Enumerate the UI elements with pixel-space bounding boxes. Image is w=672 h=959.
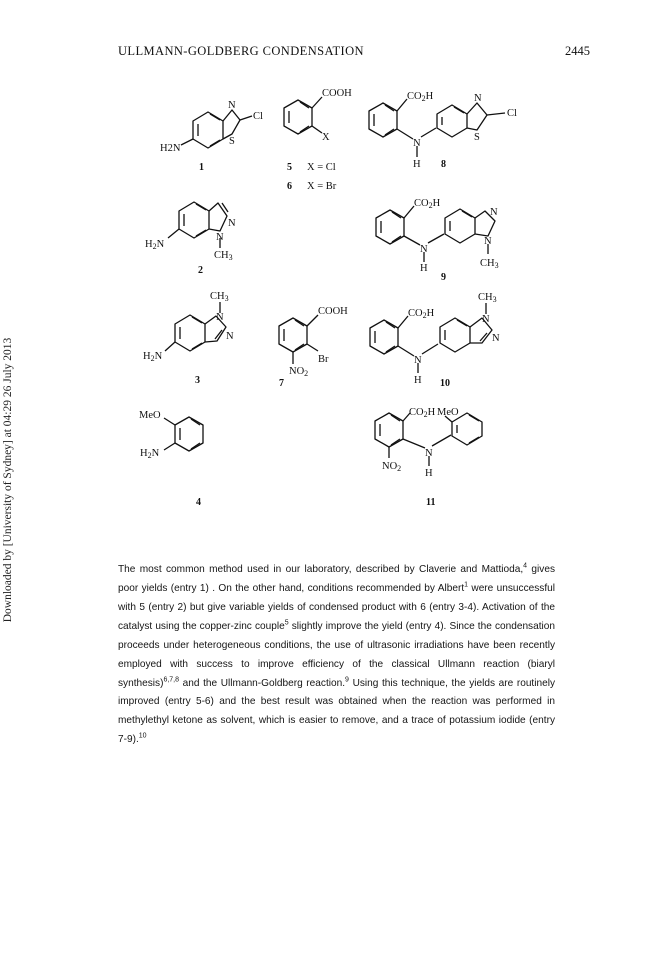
compound-9-double-bond <box>462 211 472 217</box>
compound-9-benzoic-ring <box>376 210 404 244</box>
compound-8-c-cl-bond <box>487 113 505 115</box>
compound-9-n1: N <box>484 236 492 247</box>
compound-4-c-o-bond <box>164 418 175 425</box>
compound-8-n-c-bond <box>421 128 436 137</box>
compound-10-double-bond <box>457 320 467 326</box>
compound-4 <box>139 410 203 508</box>
compound-4-c-n-bond <box>164 443 175 450</box>
running-title: ULLMANN-GOLDBERG CONDENSATION <box>118 44 364 58</box>
compound-8-c-co2h-bond <box>397 99 407 111</box>
compound-1 <box>160 100 263 173</box>
compound-8-thiazole-ring <box>467 103 487 130</box>
compound-10-co2h: CO2H <box>408 308 435 320</box>
compound-1-number: 1 <box>199 162 204 173</box>
compound-5-label: X = Cl <box>307 162 336 173</box>
compound-2-number: 2 <box>198 265 203 276</box>
compound-11-number: 11 <box>426 497 436 508</box>
compound-8-co2h: CO2H <box>407 91 434 103</box>
compound-2-double-bond <box>196 204 206 210</box>
compound-4-meo: MeO <box>139 410 161 421</box>
compound-2-nh2: H2N <box>145 239 165 251</box>
compound-9-n2: N <box>490 207 498 218</box>
compound-8 <box>369 91 517 170</box>
compound-5 <box>284 88 352 192</box>
compound-5-c-x-bond <box>312 126 322 133</box>
compound-11-h: H <box>425 468 433 479</box>
compound-3-n1: N <box>216 312 224 323</box>
compound-7-br: Br <box>318 354 329 365</box>
compound-9-ch3: CH3 <box>480 258 499 270</box>
compound-6-label: X = Br <box>307 181 337 192</box>
compound-10-nh: N <box>414 355 422 366</box>
compound-9-h: H <box>420 263 428 274</box>
compound-8-nh: N <box>413 138 421 149</box>
compound-2 <box>145 202 236 276</box>
compound-3-n2: N <box>226 331 234 342</box>
compound-9-n-c-bond <box>428 234 444 243</box>
body-paragraph: The most common method used in our laboratory, described by Claverie and Mattioda,$^4$ gives poor yields (entry 1) . On the other hand, conditions recommended by Albert$^1$ were unsuccessful with 5 (entry 2) but give variable yields of condensed product with 6 (entry 3-4). Activation of the catalyst using the copper-zinc couple$^5$ slightly improve the yield (entry 4). Since the condensation proceeds under heterogeneous conditions, the use of ultrasonic irradiations have been recently employed with success to improve efficiency of the classical Ullmann reaction (biaryl synthesis)$^{6,7,8}$ and the Ullmann-Goldberg reaction.$^9$ Using this technique, the yields are routinely improved (entry 5-6) and the best result was obtained when the reaction was performed in methylethyl ketone as solvent, which is easier to remove, and a trace of potassium iodide (entry 7-9).$^{10}$ <box>118 562 555 746</box>
compound-10-n1: N <box>482 314 490 325</box>
compound-5-x: X <box>322 132 330 143</box>
compound-1-double-bond <box>210 114 220 120</box>
compound-10-c-n-bond <box>398 346 414 356</box>
compound-9-co2h: CO2H <box>414 198 441 210</box>
compound-1-c-n-bond <box>181 139 193 145</box>
compound-7-cooh: COOH <box>318 306 348 317</box>
compound-2-c-n-bond <box>168 229 179 238</box>
compound-9-c-co2h-bond <box>404 206 414 218</box>
compound-5-c-cooh-bond <box>312 97 322 108</box>
compound-7-number: 7 <box>279 378 284 389</box>
compound-11-nitrobenzoic-ring <box>375 413 403 447</box>
compound-11-nh: N <box>425 448 433 459</box>
compound-8-number: 8 <box>441 159 446 170</box>
compound-3-nh2: H2N <box>143 351 163 363</box>
compound-8-double-bond <box>454 107 464 113</box>
compound-10-n-c-bond <box>422 344 438 354</box>
compound-1-s: S <box>229 136 235 147</box>
compound-8-h: H <box>413 159 421 170</box>
compound-8-cl: Cl <box>507 108 517 119</box>
compound-2-n2: N <box>228 218 236 229</box>
compound-9-c-n-bond <box>404 236 420 245</box>
compound-10-number: 10 <box>440 378 450 389</box>
compound-10-ch3: CH3 <box>478 292 497 304</box>
reference-1: 1 <box>464 581 469 589</box>
compound-9-nh: N <box>420 244 428 255</box>
compound-1-thiazole-ring <box>223 110 240 139</box>
compound-3-c-n-bond <box>165 342 175 351</box>
reference-9: 9 <box>345 676 349 684</box>
compound-2-ch3: CH3 <box>214 250 233 262</box>
compound-11-double-bond <box>469 415 479 421</box>
compound-7-benzene-ring <box>279 318 307 352</box>
compound-1-n: N <box>228 100 236 111</box>
compound-3-double-bond <box>192 343 202 349</box>
compound-11-no2: NO2 <box>382 461 402 473</box>
compound-1-nh2: H2N <box>160 143 181 154</box>
compound-8-n: N <box>474 93 482 104</box>
compound-1-c-cl-bond <box>240 116 252 120</box>
compound-10-c-co2h-bond <box>398 316 408 328</box>
reference-6-7-8: 6,7,8 <box>163 676 180 684</box>
compound-7 <box>279 306 348 389</box>
compound-4-benzene-ring <box>175 417 203 451</box>
compound-3-ch3: CH3 <box>210 291 229 303</box>
compound-10-n2: N <box>492 333 500 344</box>
compound-3-number: 3 <box>195 375 200 386</box>
compound-7-c-cooh-bond <box>307 315 318 326</box>
compound-5-number: 5 <box>287 162 292 173</box>
compound-7-c-br-bond <box>307 344 318 351</box>
compound-7-no2: NO2 <box>289 366 309 378</box>
compound-6-number: 6 <box>287 181 292 192</box>
reference-5: 5 <box>284 619 289 627</box>
compound-1-double-bond <box>210 140 220 146</box>
page-number: 2445 <box>565 44 590 58</box>
compound-4-number: 4 <box>196 497 201 508</box>
compound-11 <box>375 407 482 508</box>
compound-11-n-c-bond <box>432 435 451 446</box>
compound-3 <box>143 291 234 386</box>
compound-2-double-bond <box>196 230 206 236</box>
reference-10: 10 <box>138 732 147 740</box>
compound-3-double-bond <box>192 317 202 323</box>
compound-5-benzene-ring <box>284 100 312 134</box>
compound-11-meo: MeO <box>437 407 459 418</box>
download-watermark-text: Downloaded by [University of Sydney] at 04:29 26 July 2013 <box>2 337 14 623</box>
compound-4-nh2: H2N <box>140 448 160 460</box>
compound-8-benzoic-ring <box>369 103 397 137</box>
compound-9 <box>376 198 499 283</box>
compound-10-h: H <box>414 375 422 386</box>
compound-1-cl: Cl <box>253 111 263 122</box>
reference-4: 4 <box>523 562 528 570</box>
compound-8-c-n-bond <box>397 129 413 139</box>
compound-11-double-bond <box>469 437 479 443</box>
compound-2-n1: N <box>216 232 224 243</box>
compound-10-benzoic-ring <box>370 320 398 354</box>
compound-11-co2h: CO2H <box>409 407 436 419</box>
compound-5-cooh: COOH <box>322 88 352 99</box>
compound-11-c-n-bond <box>403 439 425 448</box>
compound-8-s: S <box>474 132 480 143</box>
compound-9-number: 9 <box>441 272 446 283</box>
compound-10 <box>370 292 500 389</box>
